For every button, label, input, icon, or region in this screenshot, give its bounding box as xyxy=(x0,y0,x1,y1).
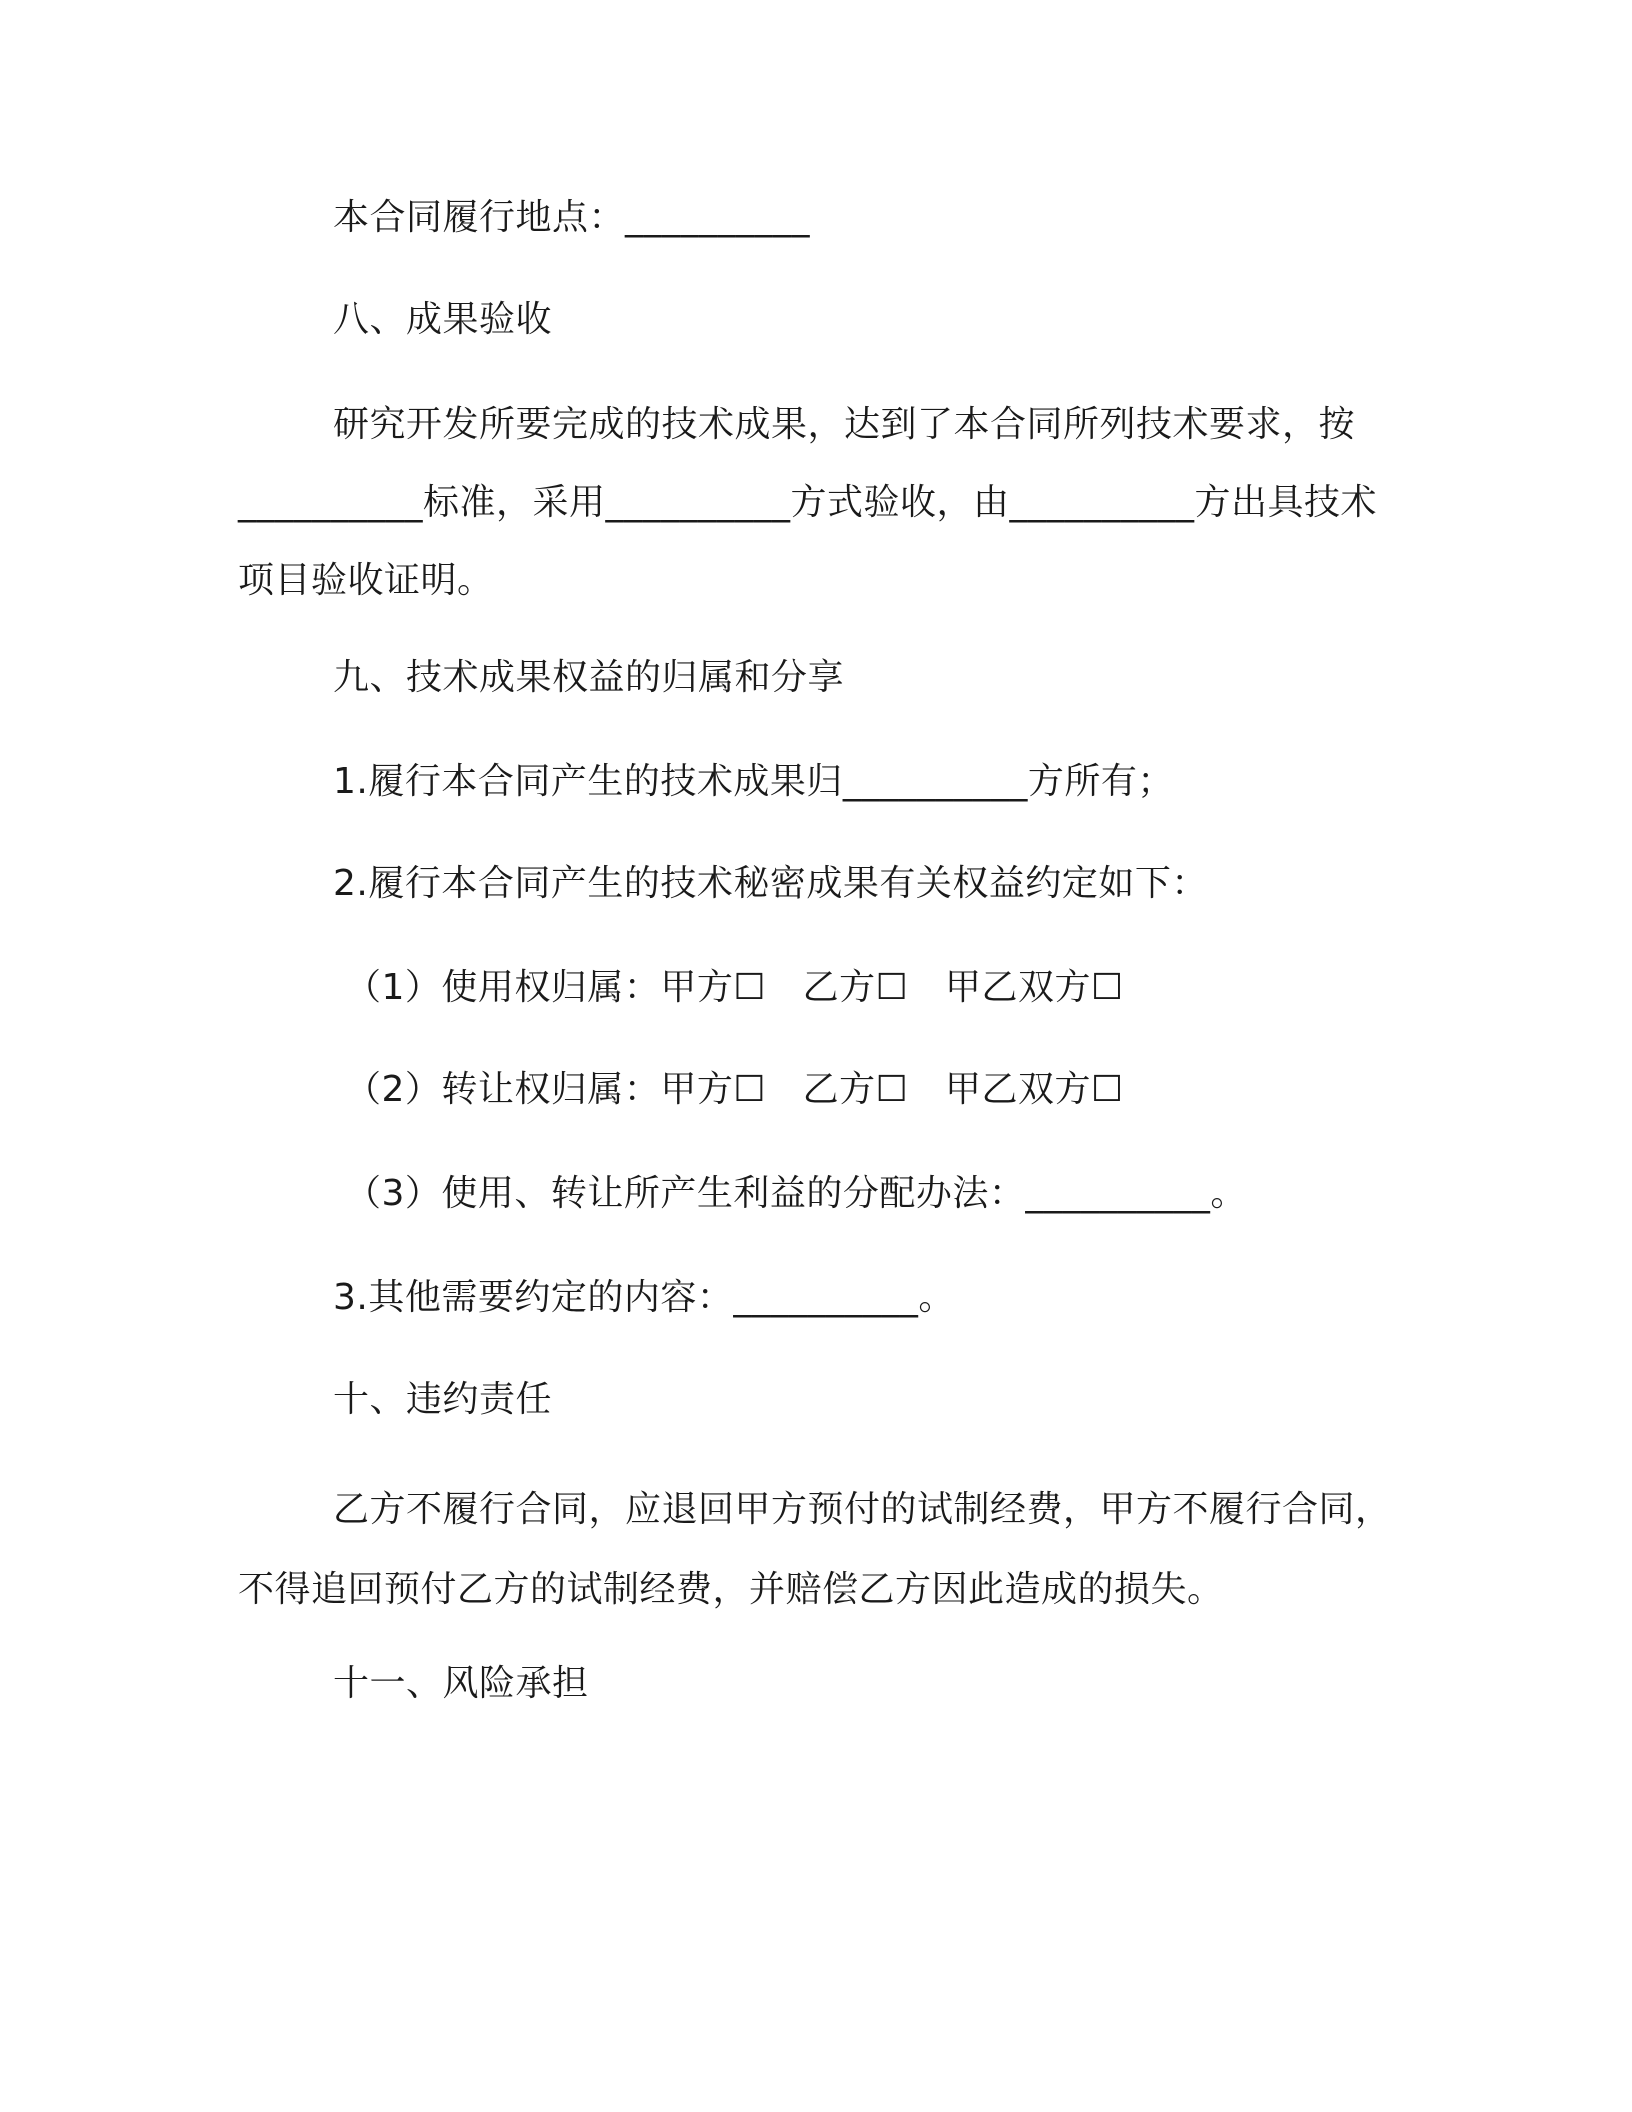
usage-right-line: （1）使用权归属：甲方☐ 乙方☐ 甲乙双方☐ xyxy=(345,967,1124,1008)
section-11-heading: 十一、风险承担 xyxy=(333,1663,589,1704)
clause-9-1: 1.履行本合同产生的技术成果归__________方所有； xyxy=(333,761,1174,802)
section-8-body: 研究开发所要完成的技术成果，达到了本合同所列技术要求，按__________标准，采用__________方式验收，由__________方出具技术项目验收证明。 xyxy=(238,404,1378,601)
profit-distribution-line: （3）使用、转让所产生利益的分配办法：__________。 xyxy=(345,1173,1247,1214)
section-8-heading: 八、成果验收 xyxy=(333,299,553,340)
performance-location-line: 本合同履行地点：__________ xyxy=(333,197,811,238)
clause-9-3: 3.其他需要约定的内容：__________。 xyxy=(333,1277,955,1318)
section-9-heading: 九、技术成果权益的归属和分享 xyxy=(333,657,845,698)
section-10-body: 乙方不履行合同，应退回甲方预付的试制经费，甲方不履行合同，不得追回预付乙方的试制经费，并赔偿乙方因此造成的损失。 xyxy=(238,1489,1392,1610)
transfer-right-line: （2）转让权归属：甲方☐ 乙方☐ 甲乙双方☐ xyxy=(345,1069,1124,1110)
clause-9-2: 2.履行本合同产生的技术秘密成果有关权益约定如下： xyxy=(333,863,1208,904)
section-10-heading: 十、违约责任 xyxy=(333,1379,553,1420)
